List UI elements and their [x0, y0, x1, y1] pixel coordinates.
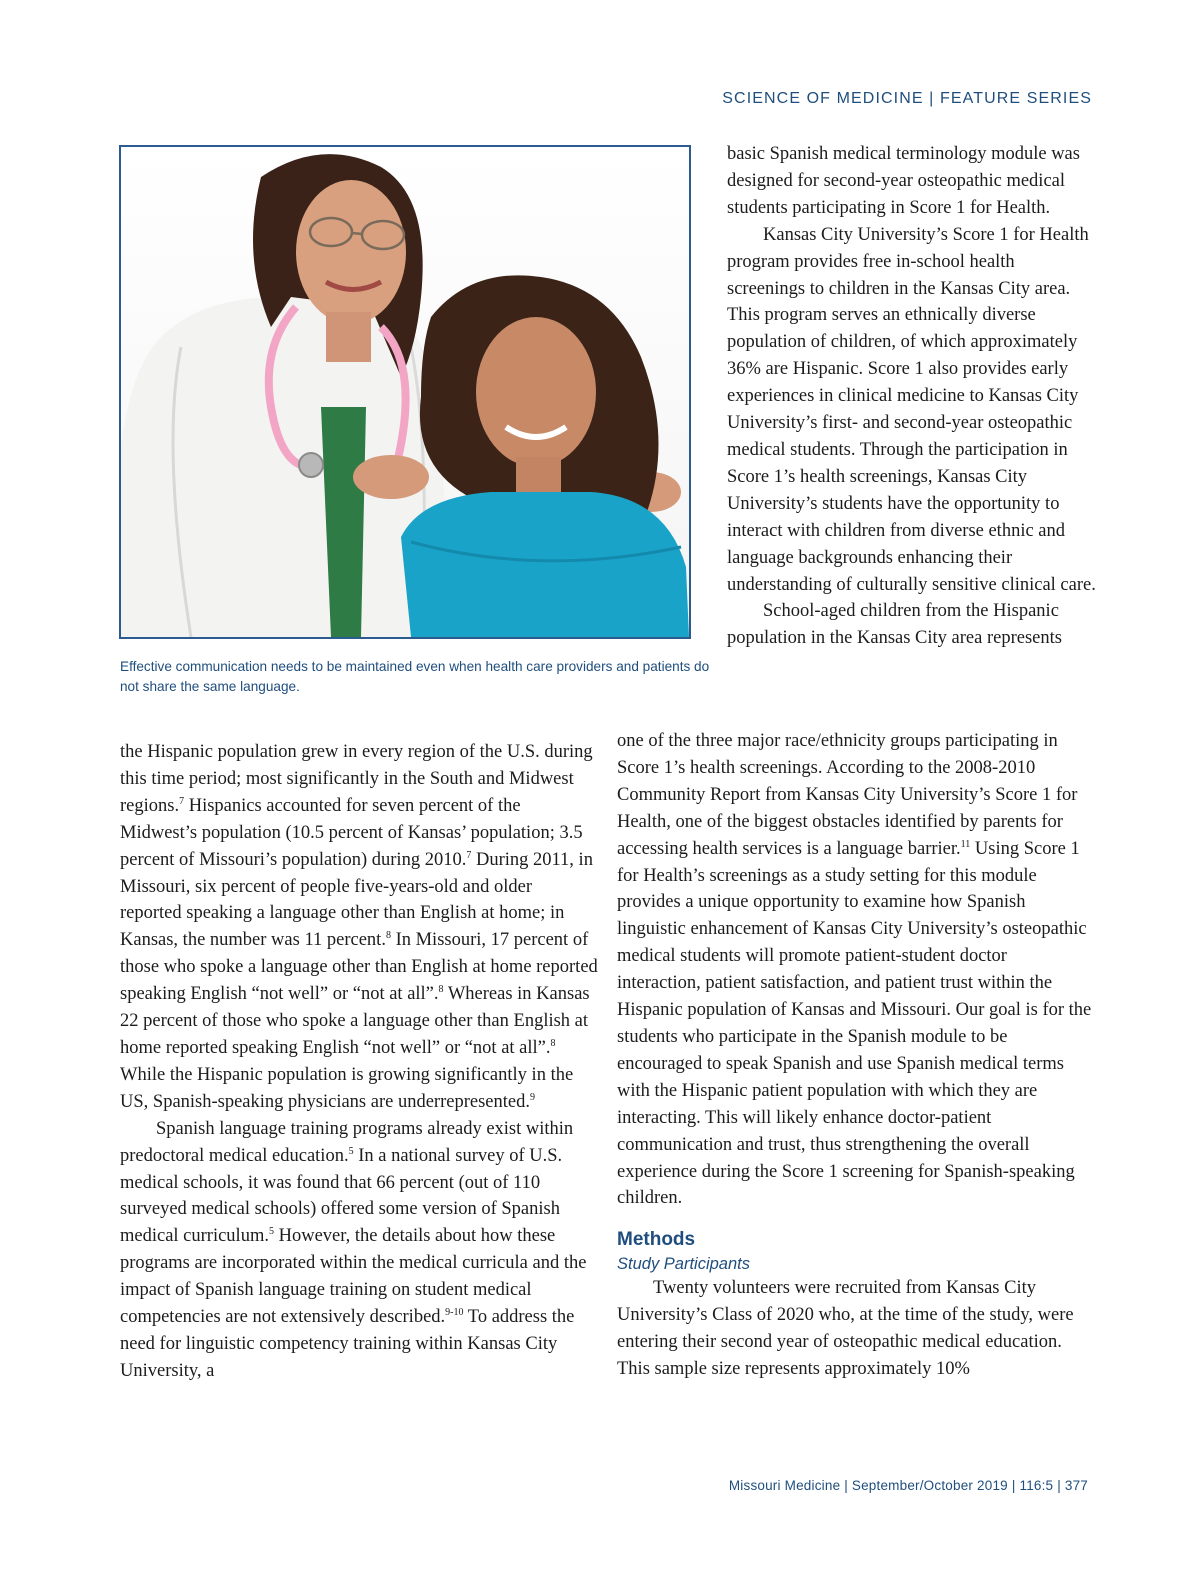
citation: 9 — [529, 1091, 535, 1103]
doctor-and-girl-photo — [121, 147, 689, 637]
paragraph: Twenty volunteers were recruited from Kansas City University’s Class of 2020 who, at the time of the study, were entering their second year of osteopathic medical education. This sample size represents approximately 10% — [617, 1278, 1074, 1380]
page-footer: Missouri Medicine | September/October 2019 | 116:5 | 377 — [728, 1478, 1088, 1493]
paragraph: basic Spanish medical terminology module was designed for second-year osteopathic medical students participating in Score 1 for Health. — [727, 144, 1080, 218]
paragraph-continued: one of the three major race/ethnicity groups participating in Score 1’s health screenings. According to the 2008-2010 Community Report from Kansas City University’s Score 1 for Health, one of the biggest obstacles identified by parents for accessing health services is a language barrier.$^{11}$ Using Score 1 for Health’s screenings as a study setting for this module provides a unique opportunity to examine how Spanish linguistic enhancement of Kansas City University’s osteopathic medical students will promote patient-student doctor interaction, patient satisfaction, and patient trust within the Hispanic population of Kansas and Missouri. Our goal is for the students who participate in the Spanish module to be encouraged to speak Spanish and use Spanish medical terms with the Hispanic patient population with which they are interacting. This will likely enhance doctor-patient communication and trust, thus strengthening the overall experience during the Score 1 screening for Spanish-speaking children. — [617, 731, 1092, 1209]
right-column-top — [727, 141, 1097, 652]
citation: 7 — [179, 795, 185, 807]
citation: 5 — [348, 1145, 354, 1157]
paragraph: the Hispanic population grew in every region of the U.S. during this time period; most significantly in the South and Midwest regions.$^7$ Hispanics accounted for seven percent of the Midwest’s population (10.5 percent of Kansas’ population; 3.5 percent of Missouri’s population) during 2010.$^7$ During 2011, in Missouri, six percent of people five-years-old and older reported speaking a language other than English at home; in Kansas, the number was 11 percent.$^8$ In Missouri, 17 percent of those who spoke a language other than English at home reported speaking English “not well” or “not at all”.$^8$ Whereas in Kansas 22 percent of those who spoke a language other than English at home reported speaking English “not well” or “not at all”.$^8$ While the Hispanic population is growing significantly in the US, Spanish-speaking physicians are underrepresented.$^9$ — [120, 742, 598, 1112]
running-head: SCIENCE OF MEDICINE | FEATURE SERIES — [722, 90, 1092, 107]
figure-caption: Effective communication needs to be maintained even when health care providers and patients do not share the same language. — [120, 659, 710, 694]
citation: 8 — [550, 1037, 556, 1049]
subheading-study-participants: Study Participants — [617, 1255, 750, 1274]
citation: 8 — [438, 984, 444, 996]
left-column — [120, 739, 598, 1385]
paragraph: Spanish language training programs already exist within predoctoral medical education.$^5$ In a national survey of U.S. medical schools, it was found that 66 percent (out of 110 surveyed medical schools) offered some version of Spanish medical curriculum.$^5$ However, the details about how these programs are incorporated within the medical curricula and the impact of Spanish language training on student medical competencies are not extensively described.$^{9-10}$ To address the need for linguistic competency training within Kansas City University, a — [120, 1118, 587, 1381]
citation: 9-10 — [445, 1307, 464, 1319]
citation: 5 — [268, 1226, 274, 1238]
right-column-bottom — [617, 728, 1095, 1383]
citation: 8 — [385, 930, 391, 942]
citation: 11 — [960, 838, 971, 850]
paragraph: Kansas City University’s Score 1 for Health program provides free in-school health screenings to children in the Kansas City area. This program serves an ethnically diverse population of children, of which approximately 36% are Hispanic. Score 1 also provides early experiences in clinical medicine to Kansas City University’s first- and second-year osteopathic medical students. Through the participation in Score 1’s health screenings, Kansas City University’s students have the opportunity to interact with children from diverse ethnic and language backgrounds enhancing their understanding of culturally sensitive clinical care. — [727, 224, 1096, 595]
section-heading-methods: Methods — [617, 1229, 696, 1251]
paragraph-start: School-aged children from the Hispanic population in the Kansas City area represents — [727, 601, 1062, 649]
article-photo — [119, 145, 691, 639]
citation: 7 — [466, 849, 472, 861]
